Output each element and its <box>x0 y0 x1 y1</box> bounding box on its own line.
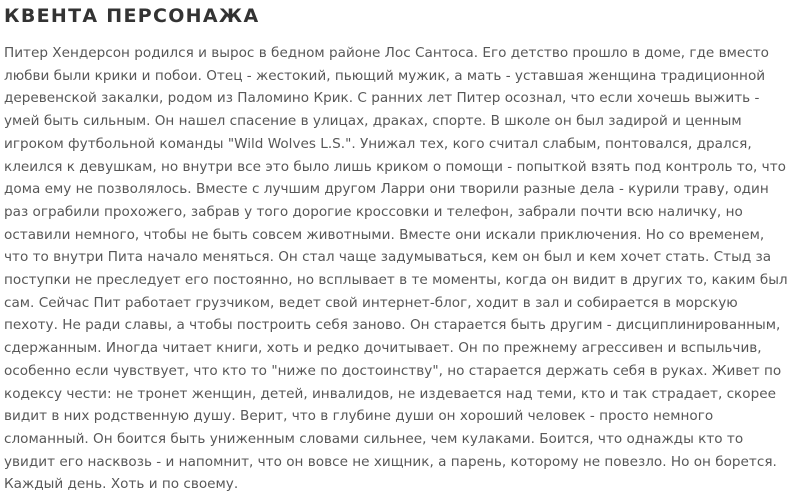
page-title: КВЕНТА ПЕРСОНАЖА <box>4 5 260 27</box>
document-page <box>4 0 790 496</box>
backstory-paragraph: Питер Хендерсон родился и вырос в бедном районе Лос Сантоса. Его детство прошло в доме, где вместо любви были крики и побои. Отец - жестокий, пьющий мужик, а мать - уставшая женщина традиционной деревенской закалки, родом из Паломино Крик. С ранних лет Питер осознал, что если хочешь выжить - умей быть сильным. Он нашел спасение в улицах, драках, спорте. В школе он был задирой и ценным игроком футбольной команды "Wild Wolves L.S.". Унижал тех, кого считал слабым, понтовался, дрался, клеился к девушкам, но внутри все это было лишь криком о помощи - попыткой взять под контроль то, что дома ему не позволялось. Вместе с лучшим другом Ларри они творили разные дела - курили траву, один раз ограбили прохожего, забрав у того дорогие кроссовки и телефон, забрали почти всю наличку, но оставили немного, чтобы не быть совсем животными. Вместе они искали приключения. Но со временем, что то внутри Пита начало меняться. Он стал чаще задумываться, кем он был и кем хочет стать. Стыд за поступки не преследует его постоянно, но всплывает в те моменты, когда он видит в других то, каким был сам. Сейчас Пит работает грузчиком, ведет свой интернет-блог, ходит в зал и собирается в морскую пехоту. Не ради славы, а чтобы построить себя заново. Он старается быть другим - дисциплинированным, сдержанным. Иногда читает книги, хоть и редко дочитывает. Он по прежнему агрессивен и вспыльчив, особенно если чувствует, что кто то "ниже по достоинству", но старается держать себя в руках. Живет по кодексу чести: не тронет женщин, детей, инвалидов, не издевается над теми, кто и так страдает, скорее видит в них родственную душу. Верит, что в глубине души он хороший человек - просто немного сломанный. Он боится быть униженным словами сильнее, чем кулаками. Боится, что однажды кто то увидит его насквозь - и напомнит, что он вовсе не хищник, а парень, которому не повезло. Но он борется. Каждый день. Хоть и по своему. <box>4 45 788 493</box>
